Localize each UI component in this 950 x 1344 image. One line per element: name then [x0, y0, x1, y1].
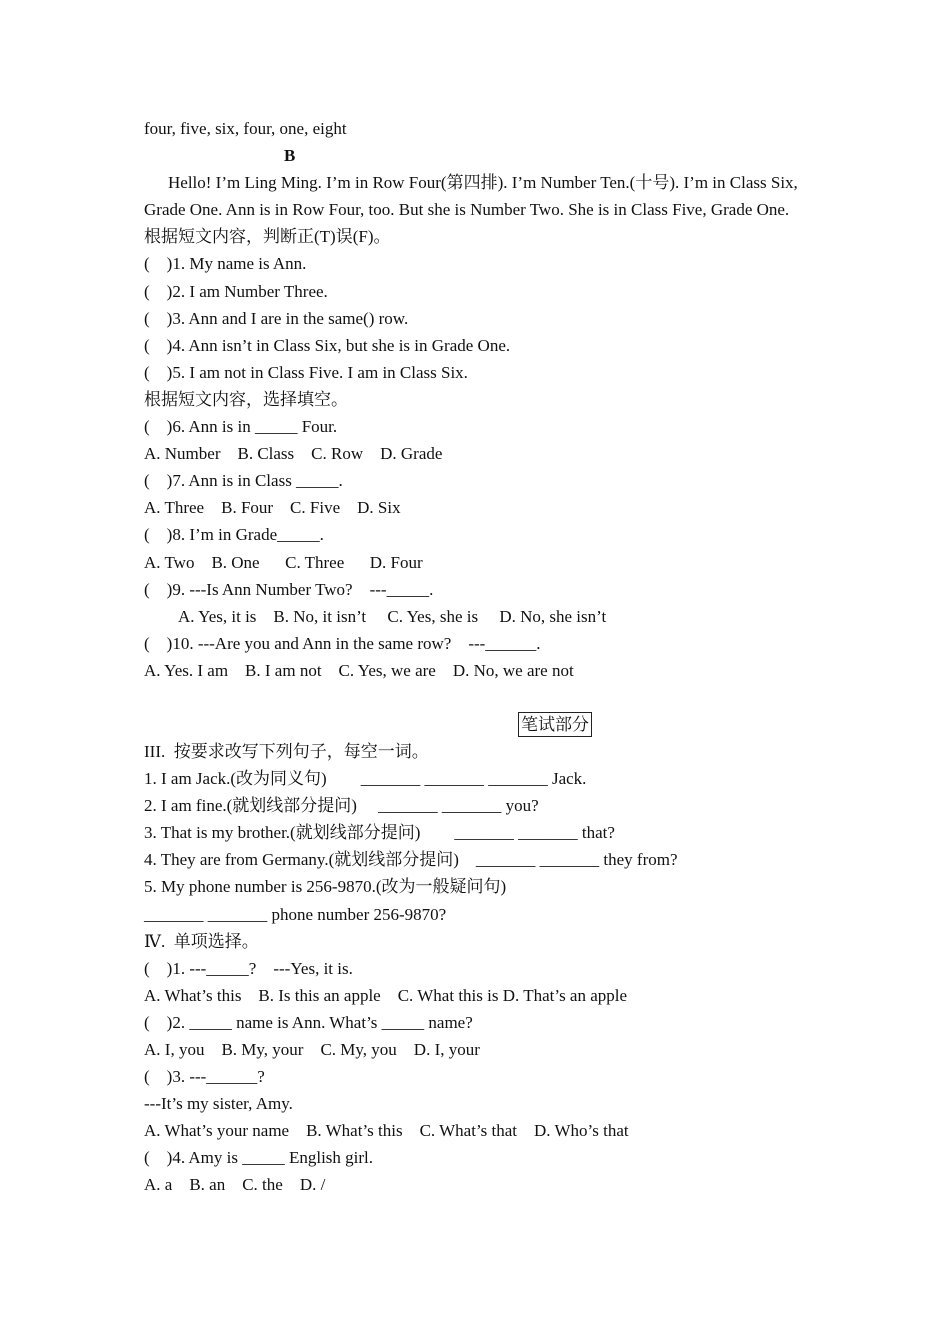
- rewrite-item: 4. They are from Germany.(就划线部分提问) _______ _______ they from?: [144, 850, 678, 870]
- mc-question: ( )7. Ann is in Class _____.: [144, 471, 343, 491]
- section-4-title: Ⅳ. 单项选择。: [144, 931, 259, 951]
- choice-options: A. I, you B. My, your C. My, you D. I, your: [144, 1040, 480, 1059]
- choice-question: ( )1. ---_____? ---Yes, it is.: [144, 958, 353, 978]
- numbers-line: four, five, six, four, one, eight: [144, 119, 347, 138]
- choice-question: ( )4. Amy is _____ English girl.: [144, 1148, 374, 1168]
- tf-instruction: 根据短文内容，判断正(T)误(F)。: [144, 227, 391, 247]
- rewrite-blank-line: _______ _______ phone number 256-9870?: [144, 904, 447, 924]
- tf-item: ( )5. I am not in Class Five. I am in Class Six.: [144, 362, 468, 382]
- tf-item: ( )2. I am Number Three.: [144, 281, 328, 301]
- choice-options: A. What’s this B. Is this an apple C. What this is D. That’s an apple: [144, 985, 628, 1005]
- mc-question: ( )9. ---Is Ann Number Two? ---_____.: [144, 579, 434, 599]
- choice-question: ( )2. _____ name is Ann. What’s _____ name?: [144, 1012, 473, 1032]
- choice-answer-line: ---It’s my sister, Amy.: [144, 1094, 293, 1114]
- mc-instruction: 根据短文内容，选择填空。: [144, 389, 348, 409]
- rewrite-item: 3. That is my brother.(就划线部分提问) _______ _______ that?: [144, 823, 615, 843]
- rewrite-item: 2. I am fine.(就划线部分提问) _______ _______ you?: [144, 796, 539, 816]
- choice-options: A. a B. an C. the D. /: [144, 1175, 326, 1195]
- mc-question: ( )6. Ann is in _____ Four.: [144, 417, 338, 437]
- choice-options: A. What’s your name B. What’s this C. What’s that D. Who’s that: [144, 1121, 629, 1141]
- mc-options: A. Yes. I am B. I am not C. Yes, we are D. No, we are not: [144, 660, 574, 680]
- worksheet-page: [144, 115, 814, 1199]
- mc-options: A. Three B. Four C. Five D. Six: [144, 498, 401, 518]
- section-b-heading: B: [284, 146, 296, 166]
- written-part-label: 笔试部分: [518, 712, 592, 737]
- written-label-row: [144, 711, 814, 738]
- section-3-title: III. 按要求改写下列句子，每空一词。: [144, 741, 429, 761]
- section-gap: [144, 684, 814, 711]
- reading-passage: Hello! I’m Ling Ming. I’m in Row Four(第四排). I’m Number Ten.(十号). I’m in Class Six, Grade One. Ann is in Row Four, too. But she is Number Two. She is in Class Five, Grade One.: [144, 173, 798, 220]
- tf-item: ( )4. Ann isn’t in Class Six, but she is in Grade One.: [144, 335, 511, 355]
- choice-question: ( )3. ---______?: [144, 1067, 265, 1087]
- mc-options: A. Number B. Class C. Row D. Grade: [144, 444, 443, 464]
- mc-options: A. Two B. One C. Three D. Four: [144, 552, 423, 572]
- rewrite-item: 1. I am Jack.(改为同义句) _______ _______ _______ Jack.: [144, 769, 587, 789]
- tf-item: ( )1. My name is Ann.: [144, 254, 307, 274]
- mc-options: A. Yes, it is B. No, it isn’t C. Yes, she is D. No, she isn’t: [178, 606, 607, 626]
- tf-item: ( )3. Ann and I are in the same() row.: [144, 308, 409, 328]
- rewrite-item: 5. My phone number is 256-9870.(改为一般疑问句): [144, 877, 507, 897]
- mc-question: ( )8. I’m in Grade_____.: [144, 525, 324, 545]
- mc-question: ( )10. ---Are you and Ann in the same row? ---______.: [144, 633, 541, 653]
